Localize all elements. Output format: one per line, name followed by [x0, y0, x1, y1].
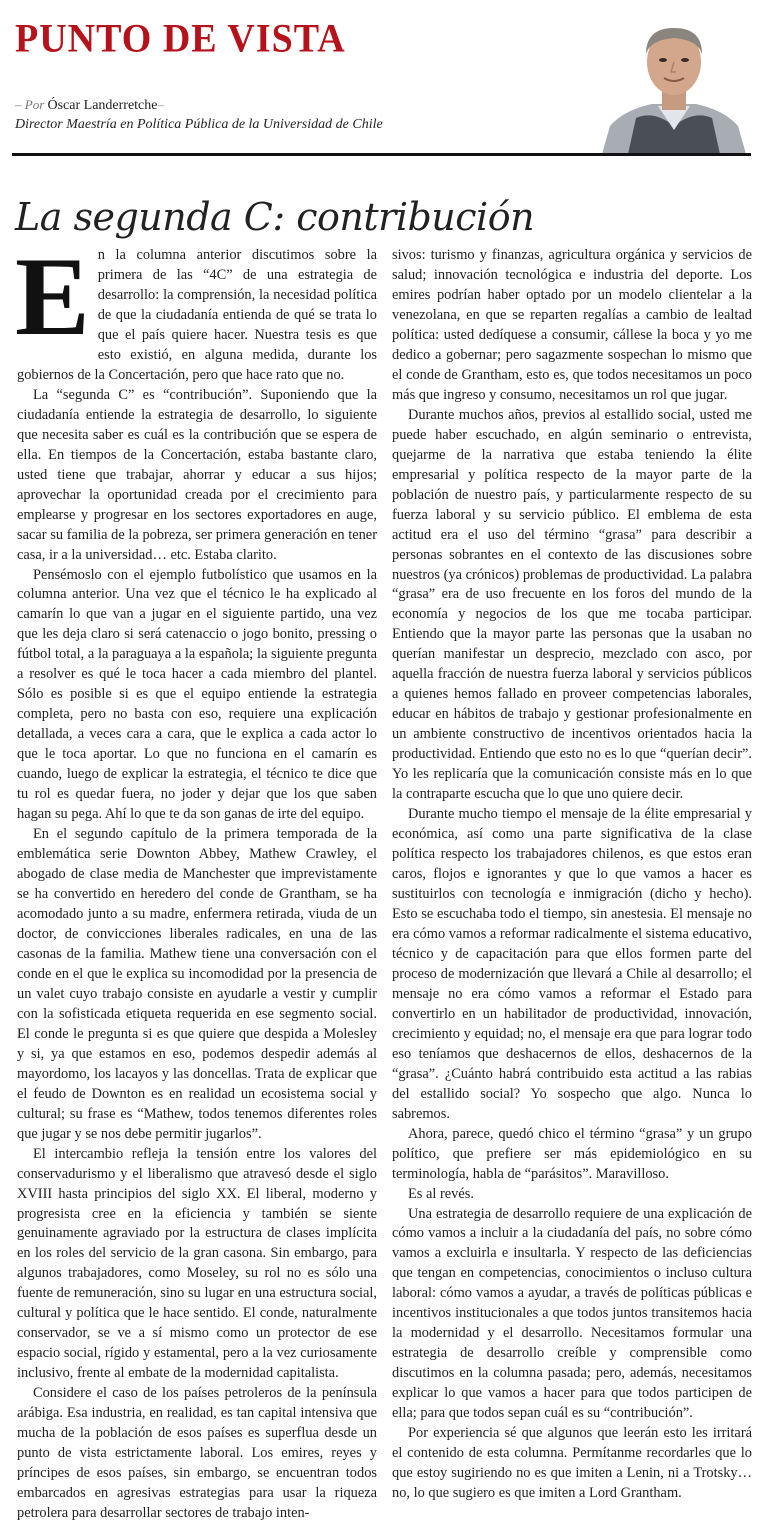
byline-suffix: –: [157, 97, 164, 112]
paragraph: Es al revés.: [408, 1185, 474, 1202]
paragraph: sivos: turismo y finanzas, agricultura orgánica y servicios de salud; innovación tecnológica e industria del deporte. Los emires podrían haber optado por un modelo clientelar a la venezolana, en que se reparten regalías a cambio de lealtad política: usted dedíquese a consumir, cállese la boca y yo me dedico a gobernar; pero sagazmente sospechan lo mismo que el conde de Grantham, esto es, que todos necesitamos un poco más que ingreso y consumo, necesitamos un rol que jugar.: [392, 247, 752, 403]
article-headline: La segunda C: contribución: [15, 195, 535, 240]
paragraph: Considere el caso de los países petroleros de la península arábiga. Esa industria, en realidad, es tan capital intensiva que mucha de la población de esos países es superflua desde un punto de vista estrictamente laboral. Los emires, reyes y príncipes de esos países, sin embargo, se encuentran todos embarcados en agresivas estrategias para usar la riqueza petrolera para desarrollar sectores de trabajo inten-: [17, 1385, 377, 1522]
paragraph: La “segunda C” es “contribución”. Suponiendo que la ciudadanía entiende la estrategia de desarrollo, lo siguiente que necesita saber es cuál es la contribución que se espera de ella. En tiempos de la Concertación, estaba bastante claro, usted tiene que trabajar, ahorrar y educar a sus hijos; aprovechar la oportunidad creada por el crecimiento para emplearse y progresar en los sectores exportadores en auge, sacar su familia de la pobreza, ser primera generación en tener casa, ir a la universidad… etc. Estaba clarito.: [17, 386, 377, 563]
column-right: [392, 246, 752, 1504]
paragraph: Ahora, parece, quedó chico el término “grasa” y un grupo político, que prefiere ser más epidemiológico en su terminología, habla de “parásitos”. Maravilloso.: [392, 1125, 752, 1182]
paragraph: Por experiencia sé que algunos que leerán esto les irritará el contenido de esta columna. Permítanme recordarles que lo que estoy sugiriendo no es que imiten a Lenin, ni a Trotsky… no, lo que sugiero es que imiten a Lord Grantham.: [392, 1425, 752, 1502]
paragraph: El intercambio refleja la tensión entre los valores del conservadurismo y el liberalismo que atravesó desde el siglo XVIII hasta principios del siglo XX. El liberal, moderno y progresista cree en la eficiencia y también se siente genuinamente agraviado por la estructura de clases implícita en los roles del servicio de la gran casona. Sin embargo, para algunos trabajadores, como Moseley, su rol no es sólo una fuente de remuneración, sino su lugar en una estructura social, cultural y política que le hace sentido. El conde, naturalmente conservador, se ve a sí mismo como un protector de ese espacio social, rígido y estamental, pero a la vez curiosamente inclusivo, frente al embate de la modernidad capitalista.: [17, 1145, 377, 1382]
paragraph: En el segundo capítulo de la primera temporada de la emblemática serie Downton Abbey, Mathew Crawley, el abogado de clase media de Manchester que imprevistamente se ha convertido en heredero del conde de Grantham, se ha acomodado junto a su madre, enfermera retirada, viuda de un doctor, de convicciones liberales radicales, en una de las casonas de la familia. Mathew tiene una conversación con el conde en el que le explica su incomodidad por la presencia de un valet cuyo trabajo consiste en ayudarle a vestir y cumplir con la sofisticada etiqueta requerida en ese segmento social. El conde le pregunta si es que quiere que despida a Molesley y si, ya que estamos en eso, podemos despedir además al mayordomo, los lacayos y las doncellas. Trata de explicar que el feudo de Downton es en realidad un ecosistema social y cultural; su frase es “Mathew, todos tenemos diferentes roles que jugar y se nos debe permitir jugarlos”.: [17, 826, 377, 1142]
paragraph: Pensémoslo con el ejemplo futbolístico que usamos en la columna anterior. Una vez que el técnico le ha explicado al camarín lo que van a jugar en el siguiente partido, una vez que les deja claro si será catenaccio o jogo bonito, pressing o fútbol total, a la paraguaya a la española; la siguiente pregunta a resolver es qué le toca hacer a cada miembro del plantel. Sólo es posible si es que el equipo entiende la estrategia completa, pero no basta con eso, requiere una explicación detallada, a veces cara a cara, que le explica a cada actor lo que le toca aportar. Lo que no funciona en el camarín es cuando, luego de explicar la estrategia, el técnico te dice que tu rol es quedar fuera, no joder y dejar que los que saben hagan su pega. Ahí lo que te da son ganas de irte del equipo.: [17, 566, 377, 823]
section-title: PUNTO DE VISTA: [15, 16, 346, 62]
byline-prefix: – Por: [15, 97, 45, 112]
column-left: [15, 235, 377, 1524]
paragraph-text: n la columna anterior discutimos sobre la primera de las “4C” de una estrategia de desarrollo: la comprensión, la necesidad política de que la ciudadanía entienda de qué se trata lo que el país quiere hacer. Nuestra tesis es que esto existió, en alguna medida, durante los gobiernos de la Concertación, pero que hace rato que no.: [17, 247, 377, 383]
paragraph: Durante mucho tiempo el mensaje de la élite empresarial y económica, así como una parte significativa de la clase política respecto los trabajadores chilenos, es que estos eran caros, flojos e ignorantes y que lo que vamos a hacer es sustituirlos con tecnología e inmigración (dicho y hecho). Esto se escuchaba todo el tiempo, sin anestesia. El mensaje no era cómo vamos a reformar radicalmente el sistema educativo, técnico y de capacitación para que ellos formen parte del proceso de modernización que llevará a Chile al desarrollo; el mensaje no era cómo vamos a reformar el Estado para convertirlo en un habilitador de productividad, innovación, crecimiento y equidad; no, el mensaje era que para lograr todo eso teníamos que deshacernos de ellos, deshacernos de la “grasa”. ¿Cuánto habrá contribuido esta actitud a las rabias del estallido social? Yo sospecho que algo. Nunca lo sabremos.: [392, 806, 753, 1122]
drop-cap: E: [15, 235, 90, 359]
author-role: Director Maestría en Política Pública de la Universidad de Chile: [15, 117, 383, 132]
author-photo: [600, 14, 748, 154]
paragraph: Durante muchos años, previos al estallido social, usted me puede haber escuchado, en algún seminario o entrevista, quejarme de la narrativa que estaba teniendo la élite empresarial y política respecto de la mayor parte de la población de nuestro país, y particularmente respecto de su fuerza laboral y su servicio público. El emblema de esta actitud era el uso del término “grasa” para describir a personas sobrantes en el contexto de las discusiones sobre nuestros (ya crónicos) problemas de productividad. La palabra “grasa” era de uso frecuente en los foros del mundo de la economía y negocios de los que me tocaba participar. Entiendo que la mayor parte las personas que la usaban no querían manifestar un desprecio, mezclado con asco, por aquella fracción de nuestra fuerza laboral y servicios públicos a quienes hemos fallado en proveer competencias laborales, educar en hábitos de trabajo y gestionar profesionalmente en un ambiente constructivo de incentivos orientados hacia la productividad. Entiendo que esto no es lo que “querían decir”. Yo les replicaría que la comunicación consiste más en lo que la contraparte escucha que lo que uno quiere decir.: [392, 406, 752, 803]
header-divider: [12, 153, 751, 156]
byline: [15, 97, 164, 114]
paragraph: Una estrategia de desarrollo requiere de una explicación de cómo vamos a incluir a la ciudadanía del país, no sobre cómo vamos a excluirla e insultarla. Y respecto de las deficiencias que tengan en competencias, conocimientos o incluso cultura laboral: cómo vamos a ayudar, a través de políticas públicas e incentivos institucionales a que todos juntos transitemos hacia la modernidad y el desarrollo. Necesitamos formular una estrategia de desarrollo creíble y comprensible como discutimos en la columna pasada; pero, además, necesitamos explicar lo que vamos a hacer para que todos participen de ella; para que todos sepan cuál es su “contribución”.: [392, 1205, 752, 1422]
author-name: Óscar Landerretche: [47, 98, 158, 113]
paragraph: [15, 235, 377, 386]
